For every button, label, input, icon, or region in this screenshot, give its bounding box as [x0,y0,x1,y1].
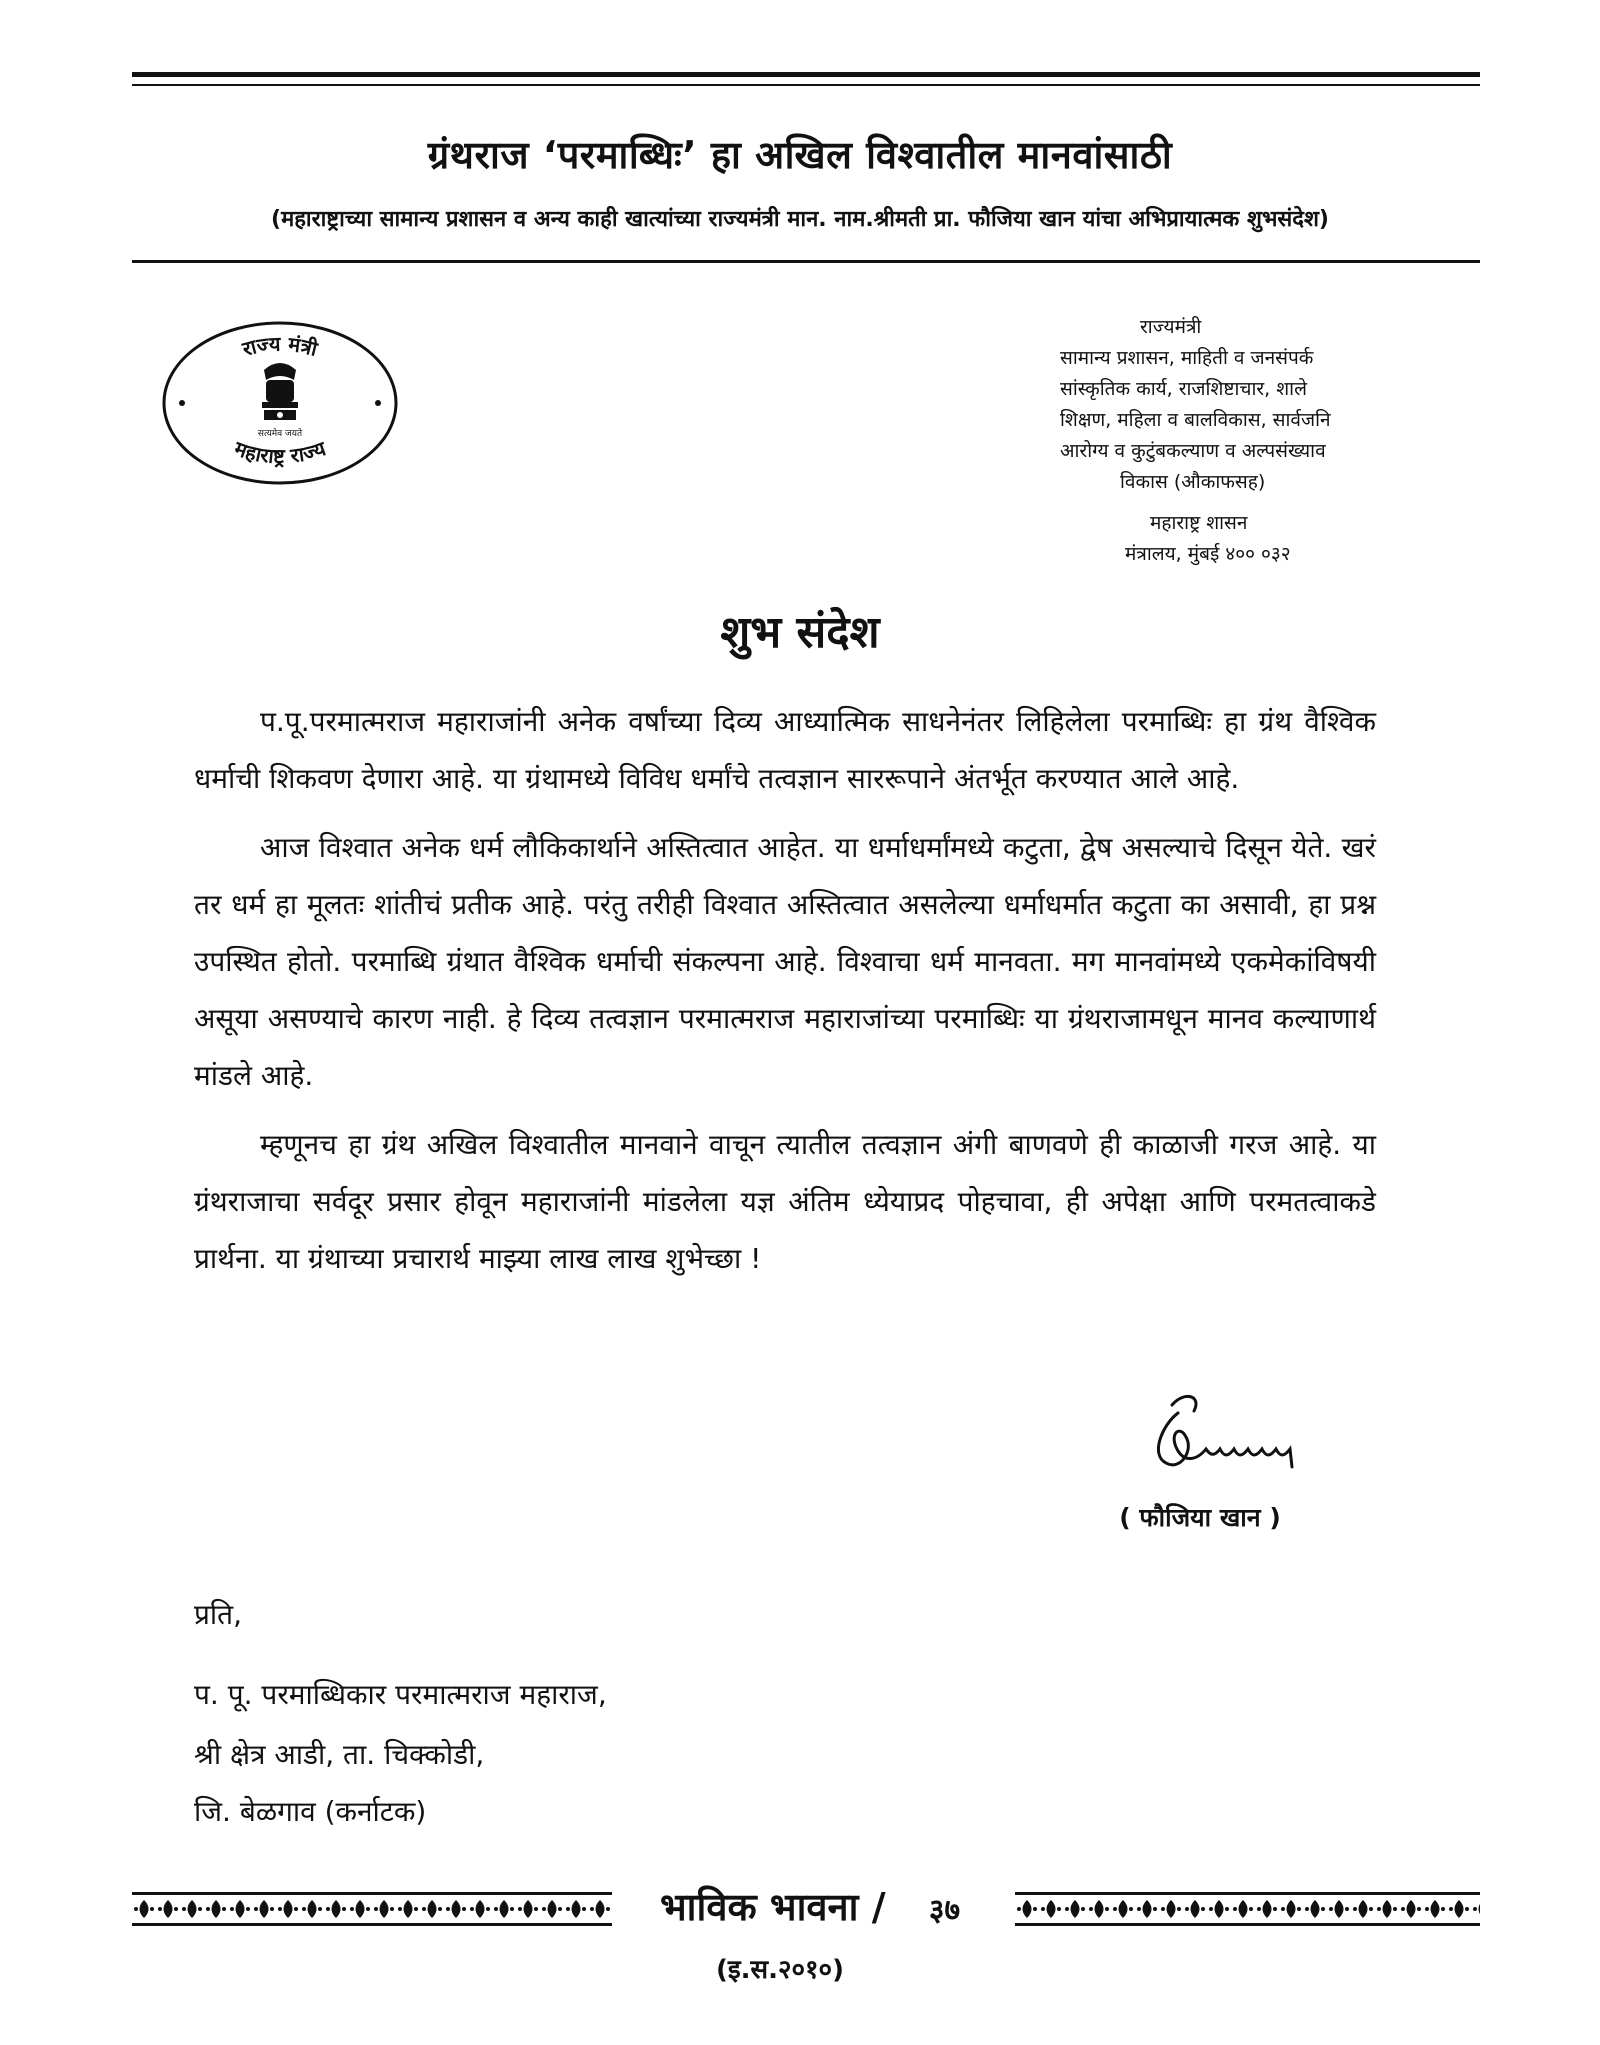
top-rule-thin [132,84,1480,86]
ashoka-emblem-icon [262,363,298,420]
message-heading: शुभ संदेश [720,607,880,658]
office-block [1060,312,1490,570]
page-subheadline: (महाराष्ट्राच्या सामान्य प्रशासन व अन्य काही खात्यांच्या राज्यमंत्री मान. नाम.श्रीमती प्रा. फौजिया खान यांचा अभिप्रायात्मक शुभसंदेश) [271,207,1329,232]
office-line-1: सामान्य प्रशासन, माहिती व जनसंपर्क [1060,347,1314,369]
footer-border-right [1015,1892,1480,1928]
message-paragraph-3: म्हणूनच हा ग्रंथ अखिल विश्वातील मानवाने वाचून त्यातील तत्वज्ञान अंगी बाणवणे ही काळाजी गरज आहे. या ग्रंथराजाचा सर्वदूर प्रसार होवून महाराजांनी मांडलेला यज्ञ अंतिम ध्येयाप्रद पोहचावा, ही अपेक्षा आणि परमतत्वाकडे प्रार्थना. या ग्रंथाच्या प्रचारार्थ माझ्या लाख लाख शुभेच्छा ! [194,1128,1376,1275]
recipient-line-2: श्री क्षेत्र आडी, ता. चिक्कोडी, [194,1738,485,1771]
office-government: महाराष्ट्र शासन [1150,512,1248,534]
office-line-5: विकास (औकाफसह) [1120,471,1266,493]
page-headline: ग्रंथराज ‘परमाब्धिः’ हा अखिल विश्वातील मानवांसाठी [427,133,1173,177]
recipient-salutation: प्रति, [194,1598,243,1631]
top-rule-thick [132,72,1480,77]
handwritten-signature [1140,1385,1340,1495]
seal-top-text: राज्य मंत्री [239,331,320,361]
seal-dot-right [375,400,381,406]
office-line-4: आरोग्य व कुटुंबकल्याण व अल्पसंख्याव [1060,440,1326,462]
message-paragraph-2: आज विश्वात अनेक धर्म लौकिकार्थाने अस्तित्वात आहेत. या धर्माधर्मांमध्ये कटुता, द्वेष असल्याचे दिसून येते. खरं तर धर्म हा मूलतः शांतीचं प्रतीक आहे. परंतु तरीही विश्वात अस्तित्वात असलेल्या धर्माधर्मात कटुता का असावी, हा प्रश्न उपस्थित होतो. परमाब्धि ग्रंथात वैश्विक धर्माची संकल्पना आहे. विश्वाचा धर्म मानवता. मग मानवांमध्ये एकमेकांविषयी असूया असण्याचे कारण नाही. हे दिव्य तत्वज्ञान परमात्मराज महाराजांच्या परमाब्धिः या ग्रंथराजामधून मानव कल्याणार्थ मांडले आहे. [194,831,1376,1092]
office-line-2: सांस्कृतिक कार्य, राजशिष्टाचार, शाले [1060,378,1307,400]
seal-motto: सत्यमेव जयते [257,429,303,439]
official-seal [160,318,400,488]
signatory-name: ( फौजिया खान ) [1119,1503,1281,1532]
office-designation: राज्यमंत्री [1140,316,1202,338]
footer-publication [620,1880,1000,1932]
message-body [194,693,1376,1299]
office-line-3: शिक्षण, महिला व बालविकास, सार्वजनि [1060,409,1331,431]
seal-dot-left [179,400,185,406]
office-address: मंत्रालय, मुंबई ४०० ०३२ [1125,543,1291,565]
recipient-line-3: जि. बेळगाव (कर्नाटक) [194,1795,427,1828]
page-number: ३७ [928,1893,961,1928]
footer-title: भाविक भावना / [659,1885,886,1929]
message-paragraph-1: प.पू.परमात्मराज महाराजांनी अनेक वर्षांच्या दिव्य आध्यात्मिक साधनेनंतर लिहिलेला परमाब्धिः हा ग्रंथ वैश्विक धर्माची शिकवण देणारा आहे. या ग्रंथामध्ये विविध धर्मांचे तत्वज्ञान साररूपाने अंतर्भूत करण्यात आले आहे. [194,705,1376,795]
footer-year: (इ.स.२०१०) [716,1955,844,1985]
header-bottom-rule [132,260,1480,263]
recipient-line-1: प. पू. परमाब्धिकार परमात्मराज महाराज, [194,1678,607,1711]
seal-bottom-text: महाराष्ट्र राज्य [231,436,329,469]
footer-border-left [132,1892,612,1928]
